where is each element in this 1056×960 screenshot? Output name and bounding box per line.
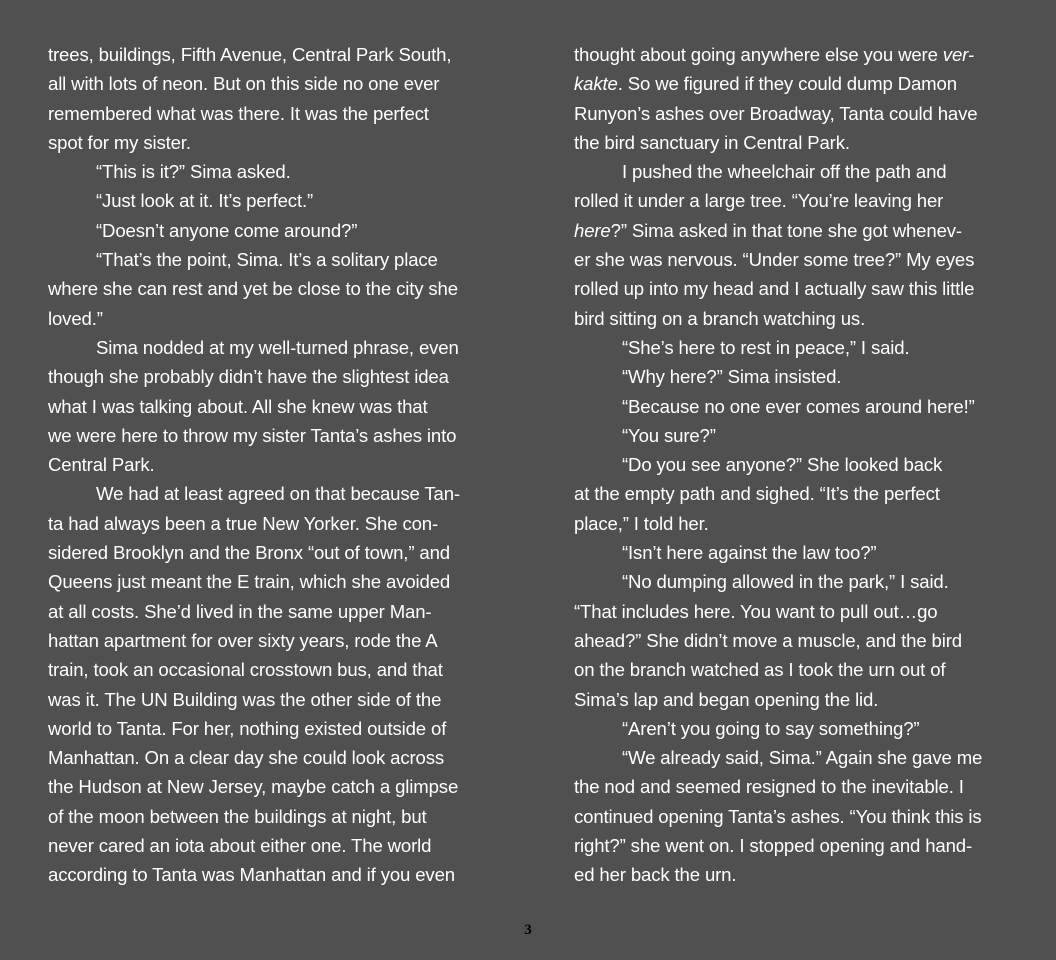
text-line: Manhattan. On a clear day she could look across — [48, 747, 445, 769]
text-segment: the nod and seemed resigned to the inevitable. I — [574, 776, 964, 798]
text-line — [574, 304, 1014, 333]
text-segment: er she was nervous. “Under some tree?” My eyes — [574, 249, 975, 271]
text-line: We had at least agreed on that because Tan- — [96, 483, 460, 505]
text-line — [574, 626, 1014, 655]
text-line — [574, 40, 1014, 69]
text-line — [574, 802, 1014, 831]
text-line — [574, 772, 1014, 801]
text-segment: . So we figured if they could dump Damon — [617, 73, 957, 95]
text-line — [574, 245, 1014, 274]
text-segment: the bird sanctuary in Central Park. — [574, 131, 850, 153]
text-line: hattan apartment for over sixty years, rode the A — [48, 629, 438, 651]
text-line — [574, 216, 1014, 245]
text-segment: “You sure?” — [622, 424, 716, 446]
text-line — [574, 831, 1014, 860]
text-segment: “Why here?” Sima insisted. — [622, 366, 842, 388]
text-segment: “Isn’t here against the law too?” — [622, 542, 877, 564]
text-line — [574, 69, 1014, 98]
text-line: the Hudson at New Jersey, maybe catch a glimpse — [48, 776, 459, 798]
text-line — [574, 421, 1014, 450]
text-line: train, took an occasional crosstown bus, and that — [48, 659, 443, 681]
text-segment: bird sitting on a branch watching us. — [574, 307, 866, 329]
text-line: loved.” — [48, 307, 103, 329]
text-line — [574, 128, 1014, 157]
text-line — [574, 509, 1014, 538]
text-line — [574, 392, 1014, 421]
text-line — [574, 186, 1014, 215]
text-line: of the moon between the buildings at night, but — [48, 805, 427, 827]
italic-text: ver- — [942, 44, 974, 65]
text-line — [574, 743, 1014, 772]
text-line: Central Park. — [48, 454, 155, 476]
text-line: though she probably didn’t have the slightest idea — [48, 366, 449, 388]
text-line — [574, 157, 1014, 186]
text-line: “This is it?” Sima asked. — [96, 161, 291, 183]
text-line — [574, 450, 1014, 479]
text-line: never cared an iota about either one. The world — [48, 835, 432, 857]
text-segment: continued opening Tanta’s ashes. “You think this is — [574, 805, 982, 827]
text-line: Queens just meant the E train, which she avoided — [48, 571, 451, 593]
text-line — [574, 333, 1014, 362]
text-segment: on the branch watched as I took the urn out of — [574, 659, 946, 681]
left-text-column — [48, 40, 488, 890]
text-line: according to Tanta was Manhattan and if you even — [48, 864, 455, 886]
text-segment: Runyon’s ashes over Broadway, Tanta could have — [574, 102, 978, 124]
text-line — [574, 685, 1014, 714]
text-line: we were here to throw my sister Tanta’s ashes into — [48, 424, 457, 446]
text-segment: rolled up into my head and I actually saw this little — [574, 278, 975, 300]
text-line — [574, 99, 1014, 128]
text-segment: rolled it under a large tree. “You’re leaving her — [574, 190, 944, 212]
text-line: all with lots of neon. But on this side no one ever — [48, 73, 440, 95]
text-line — [574, 714, 1014, 743]
text-segment: “We already said, Sima.” Again she gave me — [622, 747, 983, 769]
text-line: sidered Brooklyn and the Bronx “out of town,” and — [48, 542, 450, 564]
text-line: was it. The UN Building was the other side of the — [48, 688, 442, 710]
text-segment: Sima’s lap and began opening the lid. — [574, 688, 879, 710]
text-line: what I was talking about. All she knew was that — [48, 395, 428, 417]
text-segment: “Aren’t you going to say something?” — [622, 717, 920, 739]
right-text-column — [574, 40, 1014, 890]
text-segment: “She’s here to rest in peace,” I said. — [622, 336, 910, 358]
text-line: Sima nodded at my well-turned phrase, even — [96, 336, 459, 358]
italic-text: kakte — [574, 73, 618, 95]
text-line: “That’s the point, Sima. It’s a solitary place — [96, 249, 438, 271]
text-segment: “That includes here. You want to pull out…go — [574, 600, 938, 622]
text-segment: ?” Sima asked in that tone she got whenev- — [610, 219, 962, 241]
text-line: “Just look at it. It’s perfect.” — [96, 190, 314, 212]
text-segment: ed her back the urn. — [574, 864, 737, 886]
text-segment: “Because no one ever comes around here!” — [622, 395, 975, 417]
text-line: world to Tanta. For her, nothing existed outside of — [48, 717, 447, 739]
text-segment: ahead?” She didn’t move a muscle, and the bird — [574, 629, 962, 651]
text-line — [574, 538, 1014, 567]
italic-text: here — [574, 219, 611, 241]
text-line: “Doesn’t anyone come around?” — [96, 219, 358, 241]
text-line: remembered what was there. It was the perfect — [48, 102, 429, 124]
text-line: ta had always been a true New Yorker. She con- — [48, 512, 439, 534]
text-line: where she can rest and yet be close to the city she — [48, 278, 458, 300]
text-segment: I pushed the wheelchair off the path and — [622, 161, 947, 183]
text-segment: thought about going anywhere else you were — [574, 44, 943, 65]
text-segment: at the empty path and sighed. “It’s the perfect — [574, 483, 940, 505]
text-line — [574, 597, 1014, 626]
text-segment: right?” she went on. I stopped opening and hand- — [574, 835, 973, 857]
text-line — [574, 274, 1014, 303]
text-line: at all costs. She’d lived in the same upper Man- — [48, 600, 432, 622]
text-segment: place,” I told her. — [574, 512, 709, 534]
text-line — [574, 655, 1014, 684]
text-line — [574, 567, 1014, 596]
text-segment: “No dumping allowed in the park,” I said. — [622, 571, 949, 593]
text-line: trees, buildings, Fifth Avenue, Central Park South, — [48, 44, 452, 65]
text-line — [574, 362, 1014, 391]
text-line: spot for my sister. — [48, 131, 191, 153]
text-segment: “Do you see anyone?” She looked back — [622, 454, 943, 476]
page-number: 3 — [524, 922, 532, 938]
text-line — [574, 479, 1014, 508]
text-line — [574, 860, 1014, 889]
